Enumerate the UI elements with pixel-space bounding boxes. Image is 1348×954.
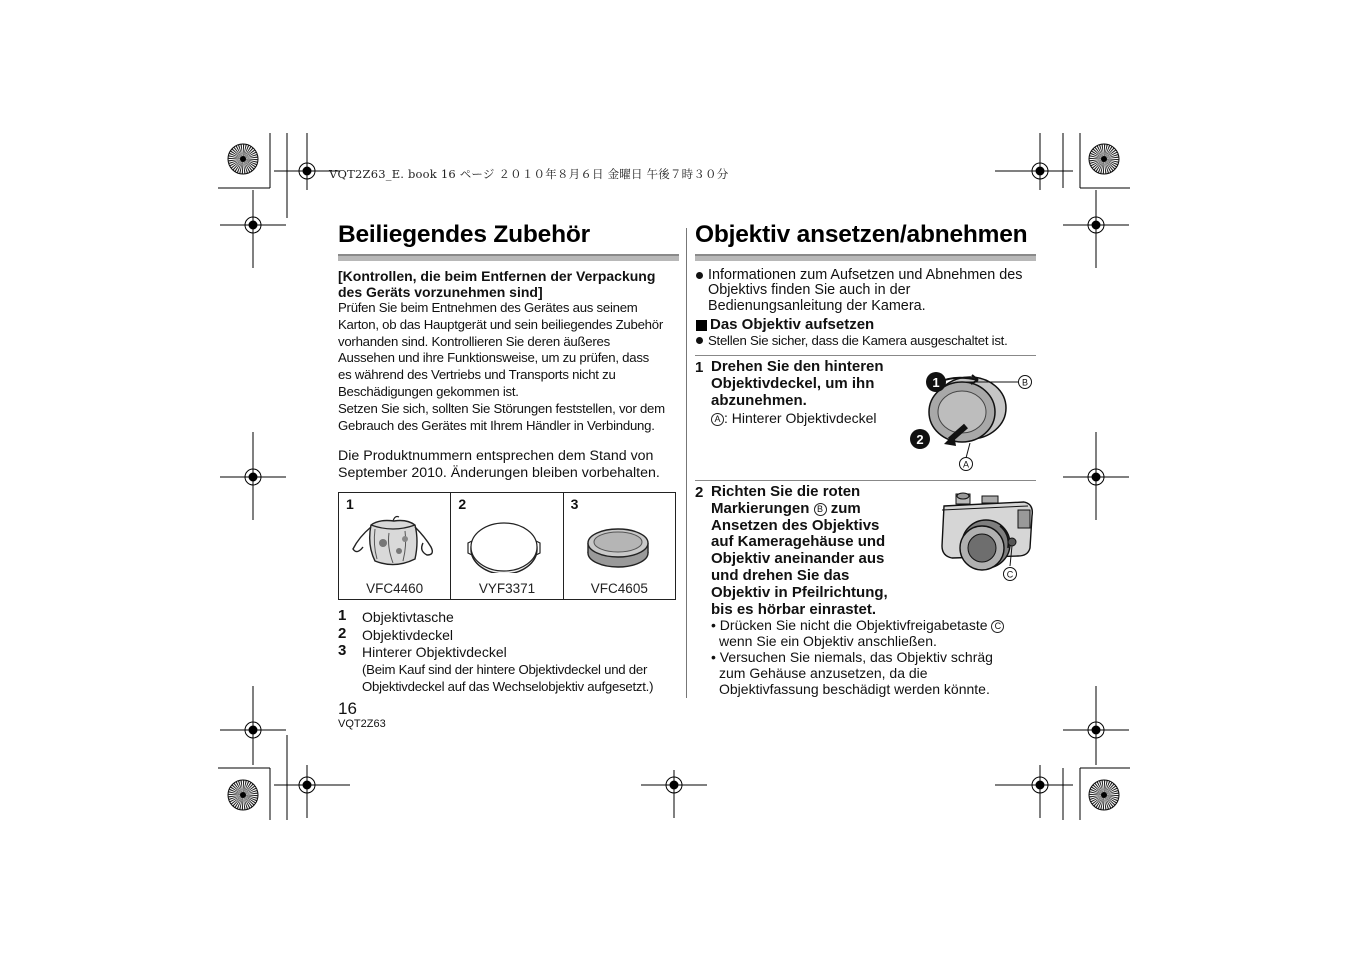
color-starburst-icon [228,780,258,810]
registration-target-icon [1063,718,1129,742]
camera-lens-attach-figure [938,486,1038,586]
registration-target-icon [220,213,286,237]
list-number: 3 [338,642,347,659]
rear-lens-cap-removal-figure [900,360,1040,475]
lens-pouch-icon [349,511,439,573]
accessory-cell-lens-cap [451,493,563,599]
step-number: 1 [695,359,704,376]
intro-bullet-text: Informationen zum Aufsetzen und Abnehmen des Objektivs finden Sie auch in der Bedienungsanleitung der Kamera. [708,267,1023,314]
print-header-line: VQT2Z63_E. book 16 ページ ２０１０年８月６日 金曜日 午後７時３０分 [329,167,729,181]
accessory-number: 3 [570,496,579,512]
left-title-underline [338,254,679,261]
divider [695,480,1036,481]
marker-c: C [991,620,1004,633]
check-text: Prüfen Sie beim Entnehmen des Gerätes aus seinem Karton, ob das Hauptgerät und sein beiliegendes Zubehör vorhanden sind. Kontrollieren Sie deren äußeres Aussehen und ihre Funktionsweise, um zu prüfen, dass es während des Vertriebs und Transports nicht zu Beschädigungen gekommen ist. Setzen Sie sich, sollten Sie Störungen feststellen, vor dem Gebrauch des Gerätes mit Ihrem Händler in Verbindung. [338,300,665,433]
accessory-cell-pouch [339,493,451,599]
section-heading: Das Objektiv aufsetzen [710,316,875,333]
step-number: 2 [695,484,704,501]
list-number: 1 [338,607,347,624]
list-number: 2 [338,625,347,642]
accessory-number: 2 [458,496,467,512]
divider [695,355,1036,356]
figure-step-1-label: 1 [932,375,940,390]
figure-marker-b: B [1021,377,1029,388]
color-starburst-icon [1089,780,1119,810]
accessory-cell-rear-cap [564,493,675,599]
marker-b: B [814,503,827,516]
registration-target-icon [274,773,340,797]
lens-rear-cap-icon [578,511,668,573]
lens-cap-icon [463,511,553,573]
check-heading: [Kontrollen, die beim Entfernen der Verpackung des Geräts vorzunehmen sind] [338,268,656,300]
step2-bullet-2: • Versuchen Sie niemals, das Objektiv schräg zum Gehäuse anzusetzen, da die Objektivfassung beschädigt werden könnte. [711,649,993,697]
list-item-label: Objektivtasche [362,609,454,625]
list-note: (Beim Kauf sind der hintere Objektivdeckel und der Objektivdeckel auf das Wechselobjektiv aufgesetzt.) [362,662,654,694]
step2-text: Richten Sie die roten Markierungen B zum Ansetzen des Objektivs auf Kameragehäuse und Objektiv aneinander aus und drehen Sie das Objektiv in Pfeilrichtung, bis es hörbar einrastet. [711,483,888,618]
document-code: VQT2Z63 [338,718,386,730]
accessories-table [338,492,676,600]
registration-target-icon [220,465,286,489]
right-title-underline [695,254,1036,261]
registration-target-icon [1063,213,1129,237]
list-item-label: Hinterer Objektivdeckel [362,644,507,660]
registration-target-icon [220,718,286,742]
accessory-code: VFC4460 [366,581,424,596]
page-number: 16 [338,699,357,718]
accessory-code: VFC4605 [590,581,648,596]
list-item-label: Objektivdeckel [362,627,454,643]
color-starburst-icon [228,144,258,174]
column-divider [686,228,687,698]
right-page-title: Objektiv ansetzen/abnehmen [695,221,1028,248]
step1-text: Drehen Sie den hinteren Objektivdeckel, um ihn abzunehmen. [711,358,884,409]
left-page-title: Beiliegendes Zubehör [338,221,590,248]
color-starburst-icon [1089,144,1119,174]
accessory-number: 1 [346,496,354,512]
product-number-note: Die Produktnummern entsprechen dem Stand von September 2010. Änderungen bleiben vorbehalten. [338,448,660,481]
section-square-icon [696,320,707,331]
figure-marker-a: A [962,459,970,470]
marker-a: A [711,413,724,426]
step2-bullet-1: • Drücken Sie nicht die Objektivfreigabetaste C wenn Sie ein Objektiv anschließen. [711,618,1004,650]
section-bullet-text: Stellen Sie sicher, dass die Kamera ausgeschaltet ist. [708,333,1008,348]
accessory-code: VYF3371 [478,581,536,596]
bullet-dot [696,272,703,279]
registration-target-icon [641,773,707,797]
bullet-dot [696,337,703,344]
figure-step-2-label: 2 [916,432,924,447]
step1-note: A : Hinterer Objektivdeckel [711,410,877,426]
registration-target-icon [1063,465,1129,489]
figure-marker-c: C [1006,569,1014,580]
